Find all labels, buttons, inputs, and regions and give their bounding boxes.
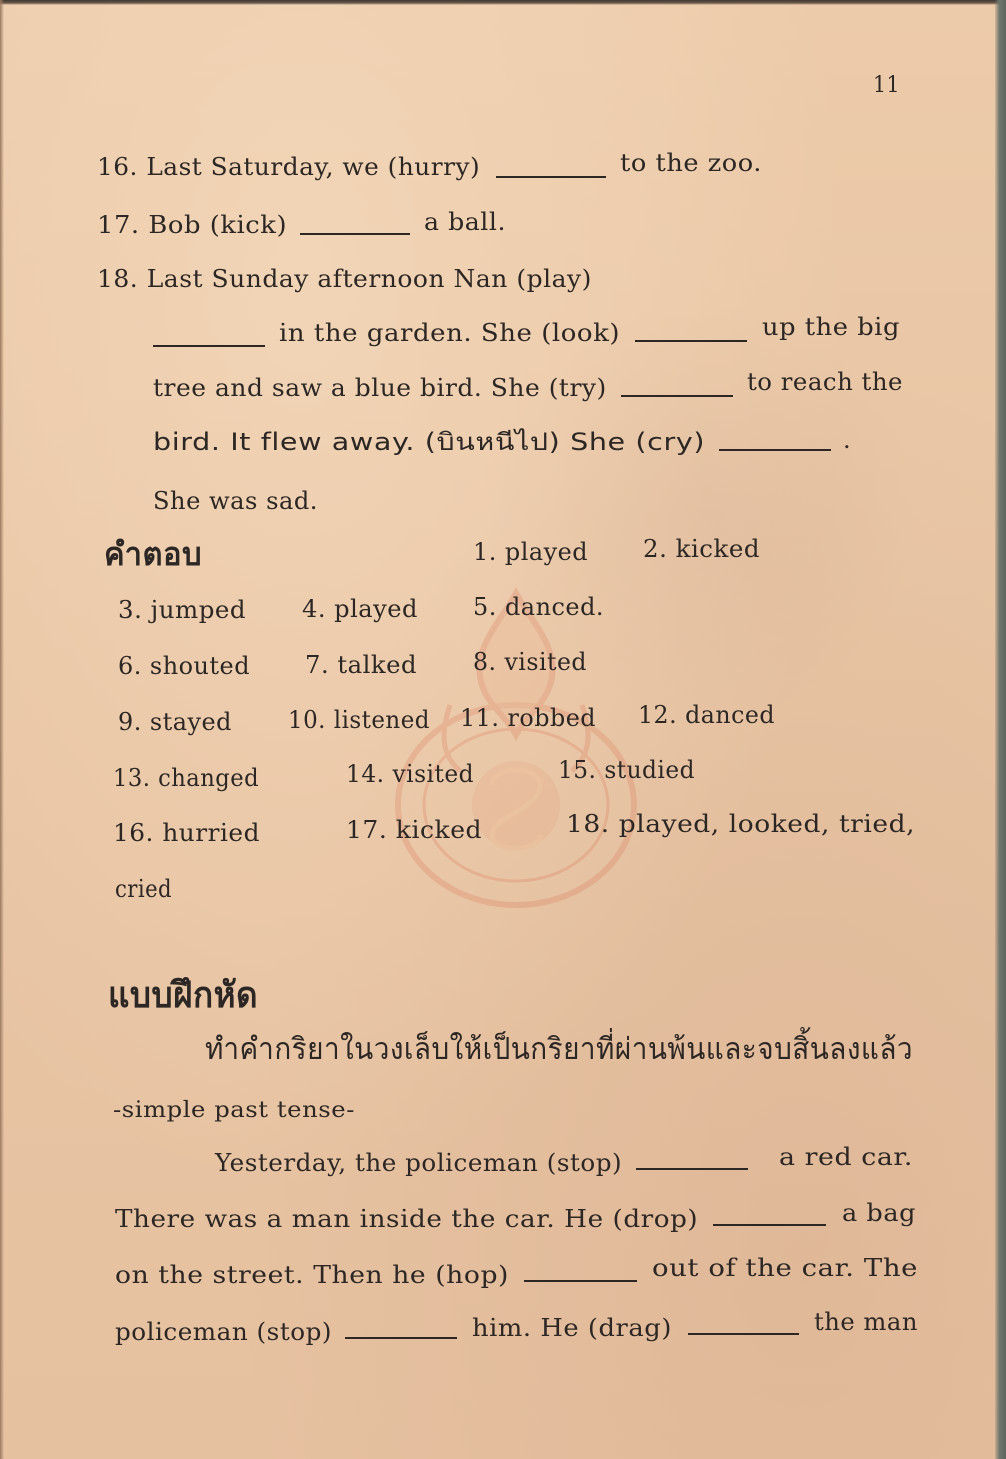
exercise-17-blank — [300, 233, 410, 235]
answer-6: 6. shouted — [118, 652, 251, 680]
answer-14: 14. visited — [346, 760, 475, 788]
exercise-18-blank-try — [621, 395, 733, 397]
answer-12: 12. danced — [638, 701, 775, 729]
answer-8: 8. visited — [473, 648, 587, 676]
exercise-17-text: 17. Bob (kick) — [97, 211, 288, 239]
practice-line-3a: on the street. Then he (hop) — [115, 1261, 509, 1289]
exercise-18-line-4a: bird. It flew away. (บินหนีไป) She (cry) — [153, 428, 706, 456]
exercise-18-line-2a: in the garden. She (look) — [279, 319, 621, 347]
exercise-18-blank-look — [635, 340, 747, 342]
exercise-18-line-3b: to reach the — [747, 368, 904, 396]
practice-line-1b: a red car. — [779, 1143, 913, 1171]
practice-line-3b: out of the car. The — [652, 1254, 918, 1282]
answer-5: 5. danced. — [473, 593, 605, 621]
answer-18: 18. played, looked, tried, — [566, 810, 916, 838]
practice-instruction: ทำคำกริยาในวงเล็บให้เป็นกริยาที่ผ่านพ้นและจบสิ้นลงแล้ว — [205, 1032, 914, 1067]
answer-4: 4. played — [302, 595, 418, 623]
answer-3: 3. jumped — [118, 596, 247, 624]
answer-17: 17. kicked — [346, 816, 483, 844]
page-number: 11 — [873, 73, 900, 98]
watermark-seal — [380, 585, 652, 917]
page-top-edge — [0, 0, 1006, 5]
exercise-16-text: 16. Last Saturday, we (hurry) — [97, 153, 481, 181]
practice-heading: แบบฝึกหัด — [108, 975, 259, 1016]
answers-heading: คำตอบ — [104, 535, 203, 573]
answer-9: 9. stayed — [118, 708, 232, 736]
answer-11: 11. robbed — [460, 704, 597, 732]
practice-line-1a: Yesterday, the policeman (stop) — [215, 1149, 623, 1177]
exercise-18-blank-play — [153, 345, 265, 347]
exercise-16-text-end: to the zoo. — [620, 149, 762, 177]
answer-13: 13. changed — [113, 764, 260, 792]
practice-line-4c: the man — [814, 1308, 918, 1336]
answer-10: 10. listened — [288, 706, 430, 734]
exercise-18-line-5: She was sad. — [153, 487, 318, 515]
answer-18-continued: cried — [115, 875, 173, 903]
exercise-18-line-3a: tree and saw a blue bird. She (try) — [153, 374, 607, 402]
exercise-18-blank-cry — [719, 449, 831, 451]
exercise-18-line-1: 18. Last Sunday afternoon Nan (play) — [97, 265, 592, 293]
answer-2: 2. kicked — [643, 535, 760, 563]
practice-blank-hop — [524, 1280, 637, 1282]
answer-16: 16. hurried — [113, 819, 260, 847]
practice-blank-drag — [688, 1333, 799, 1335]
exercise-18-line-4b: . — [843, 426, 852, 454]
exercise-17-text-end: a ball. — [424, 208, 506, 236]
answer-15: 15. studied — [558, 756, 695, 784]
answer-1: 1. played — [473, 538, 589, 566]
page-left-edge — [0, 0, 4, 1459]
exercise-16-blank — [496, 176, 606, 178]
practice-blank-stop-2 — [345, 1337, 457, 1339]
page-right-edge — [995, 0, 1006, 1459]
answer-7: 7. talked — [305, 651, 417, 679]
practice-line-4a: policeman (stop) — [115, 1318, 332, 1346]
exercise-18-line-2b: up the big — [762, 313, 900, 341]
practice-line-2b: a bag — [842, 1199, 917, 1227]
practice-line-4b: him. He (drag) — [472, 1314, 672, 1342]
practice-blank-drop — [713, 1224, 826, 1226]
practice-blank-stop-1 — [636, 1168, 748, 1170]
practice-line-2a: There was a man inside the car. He (drop) — [115, 1205, 699, 1233]
practice-subtitle: -simple past tense- — [113, 1098, 355, 1123]
